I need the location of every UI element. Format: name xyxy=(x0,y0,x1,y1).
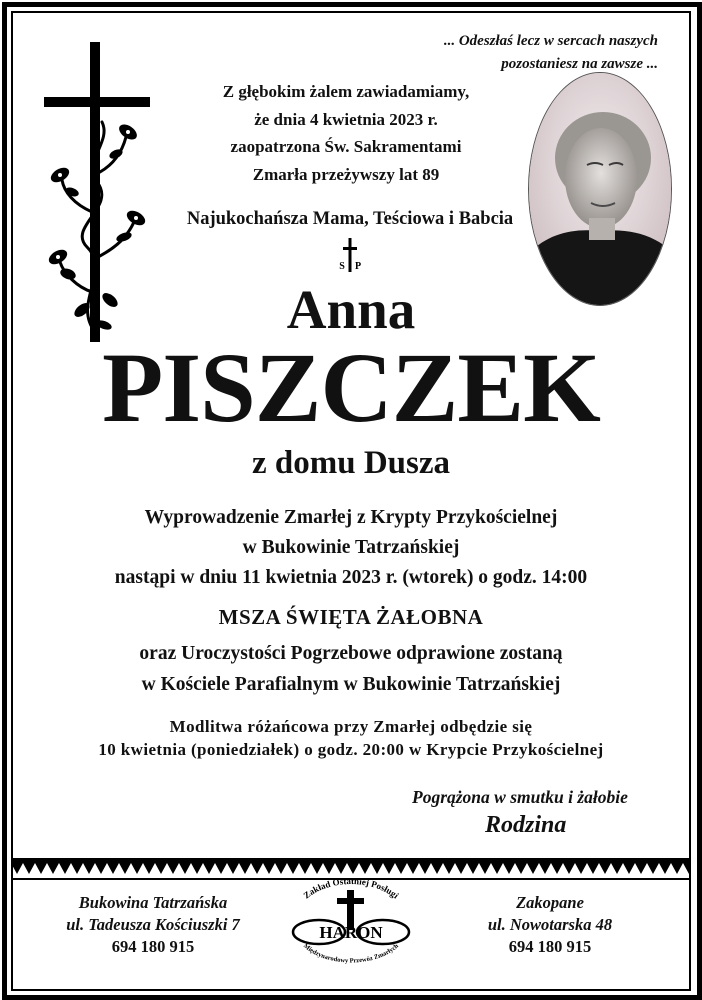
intro-line-3: zaopatrzona Św. Sakramentami xyxy=(230,137,462,156)
charon-logo xyxy=(274,872,428,978)
family-roles: Najukochańsza Mama, Teściowa i Babcia xyxy=(186,209,514,229)
funeral-line-1: Wyprowadzenie Zmarłej z Krypty Przykościelnej xyxy=(144,507,558,528)
svg-text:Międzynarodowy Przewóz Zmarłyc xyxy=(302,942,400,964)
portrait-photo xyxy=(528,72,672,306)
logo-bottom-text: Międzynarodowy Przewóz Zmarłych xyxy=(302,942,400,965)
logo-name: HARON xyxy=(319,923,383,942)
intro-line-1: Z głębokim żalem zawiadamiamy, xyxy=(222,82,470,101)
motto-line-1: ... Odeszłaś lecz w sercach naszych xyxy=(443,33,658,49)
small-cross-icon xyxy=(335,238,365,272)
first-name: Anna xyxy=(286,279,416,340)
sp-right-letter: P xyxy=(354,261,362,272)
mass-title: MSZA ŚWIĘTA ŻAŁOBNA xyxy=(218,605,484,629)
funeral-line-3: nastąpi w dniu 11 kwietnia 2023 r. (wtorek) o godz. 14:00 xyxy=(114,567,588,588)
rosary-line-1: Modlitwa różańcowa przy Zmarłej odbędzie się xyxy=(169,717,533,736)
footer-right-phone: 694 180 915 xyxy=(508,937,592,956)
intro-line-2: że dnia 4 kwietnia 2023 r. xyxy=(254,109,438,129)
footer-address-left xyxy=(33,892,273,958)
footer-left-street: ul. Tadeusza Kościuszki 7 xyxy=(66,915,240,934)
rosary-line-2: 10 kwietnia (poniedziałek) o godz. 20:00 w Krypcie Przykościelnej xyxy=(98,740,604,759)
grief-line: Pogrążona w smutku i żałobie xyxy=(412,787,628,807)
funeral-line-4: oraz Uroczystości Pogrzebowe odprawione zostaną xyxy=(139,643,563,664)
portrait-image xyxy=(529,73,671,305)
sp-left-letter: S xyxy=(339,261,345,272)
announcement-intro xyxy=(196,78,496,188)
footer-right-city: Zakopane xyxy=(516,893,584,912)
surname: PISZCZEK xyxy=(102,332,600,443)
intro-line-4: Zmarła przeżywszy lat 89 xyxy=(252,164,440,184)
motto xyxy=(444,30,658,76)
footer-left-city: Bukowina Tatrzańska xyxy=(78,893,228,912)
family-signature: Rodzina xyxy=(485,812,567,838)
funeral-line-2: w Bukowinie Tatrzańskiej xyxy=(242,537,460,558)
motto-line-2: pozostaniesz na zawsze ... xyxy=(501,56,658,72)
logo-top-text: Zakład Ostatniej Posługi xyxy=(301,875,401,901)
footer-left-phone: 694 180 915 xyxy=(111,937,195,956)
footer-right-street: ul. Nowotarska 48 xyxy=(487,915,613,934)
maiden-name: z domu Dusza xyxy=(251,445,451,481)
funeral-line-5: w Kościele Parafialnym w Bukowinie Tatrzańskiej xyxy=(141,674,561,695)
footer-address-right xyxy=(430,892,670,958)
